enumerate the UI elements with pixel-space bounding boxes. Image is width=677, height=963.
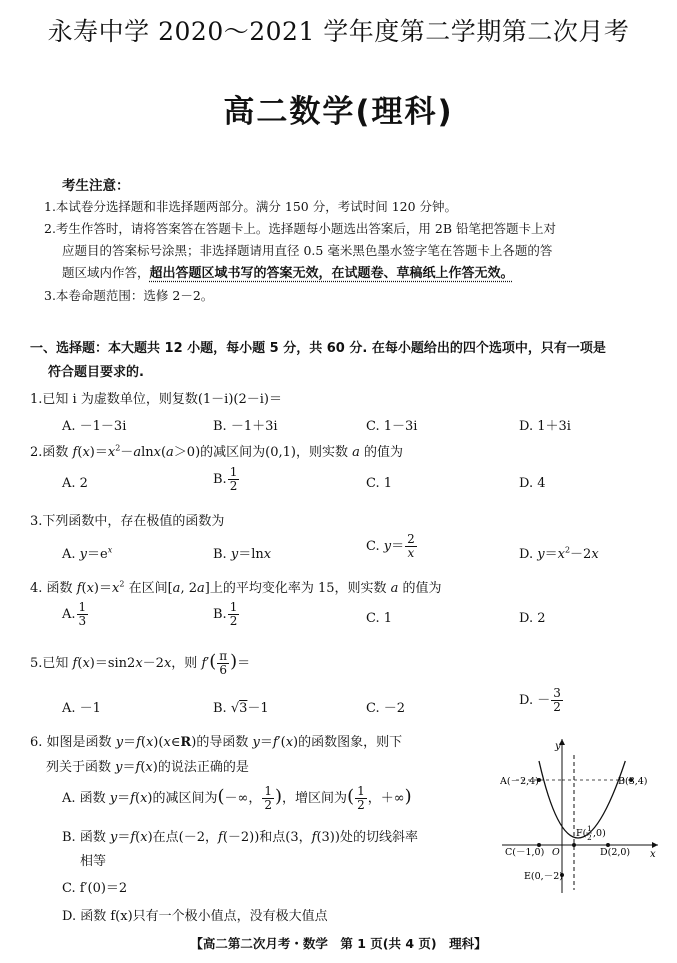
label-f-den: 2 xyxy=(587,833,592,842)
label-a: A(－2,4) xyxy=(500,776,539,787)
notice-heading: 考生注意： xyxy=(62,178,130,194)
notice-item-2a: 2.考生作答时，请将答案答在答题卡上。选择题每小题选出答案后，用 2B 铅笔把答题卡上对 xyxy=(44,221,557,236)
notice-block xyxy=(44,196,644,307)
q1-option-c: C. 1－3i xyxy=(366,419,418,434)
q4-option-c: C. 1 xyxy=(366,611,393,626)
y-axis-label: y xyxy=(555,741,561,752)
label-f: F( xyxy=(576,828,587,839)
q1-option-a: A. －1－3i xyxy=(62,419,127,434)
notice-item-2c-text: 题区域内作答， xyxy=(62,265,150,280)
label-o: O xyxy=(552,847,560,858)
label-f-end: ,0) xyxy=(593,828,606,839)
x-axis-arrow-icon xyxy=(652,842,658,848)
q2-option-c: C. 1 xyxy=(366,476,393,491)
q3-option-b: B. y＝lnx xyxy=(213,547,272,562)
q6-stem-line-1: 6. 如图是函数 y＝f(x)(x∈R)的导函数 y＝f′(x)的函数图象，则下 xyxy=(30,735,403,750)
q4-option-d: D. 2 xyxy=(519,611,546,626)
section-line-2: 符合题目要求的. xyxy=(48,365,144,380)
q6-option-b-line-1: B. 函数 y＝f(x)在点(－2，f(－2))和点(3，f(3))处的切线斜率 xyxy=(62,830,418,845)
q4-stem: 4. 函数 $f(x)=x^2$ 在区间[a, 2a]上的平均变化率为 15，则实数 a 的值为 xyxy=(30,579,442,596)
q2-option-d: D. 4 xyxy=(519,476,546,491)
q6-stem-line-2: 列关于函数 y＝f(x)的说法正确的是 xyxy=(46,760,249,775)
q5-option-d: D. － $\frac{3}{2}$ xyxy=(519,686,561,714)
label-e: E(0,－2) xyxy=(524,871,563,882)
q1-stem: 1.已知 i 为虚数单位，则复数(1－i)(2－i)＝ xyxy=(30,392,282,407)
notice-emphasis: 超出答题区域书写的答案无效，在试题卷、草稿纸上作答无效。 xyxy=(149,266,514,281)
q6-option-d: D. 函数 f(x)只有一个极小值点，没有极大值点 xyxy=(62,909,328,924)
q4-option-a: A. $\frac{1}{3}$ xyxy=(62,600,87,628)
q5-option-c: C. －2 xyxy=(366,701,406,716)
q1-option-d: D. 1＋3i xyxy=(519,419,571,434)
q3-option-c: C. y＝ $\frac{2}{x}$ xyxy=(366,532,415,560)
subject-title: 高二数学(理科) xyxy=(223,94,454,130)
notice-item-1: 1.本试卷分选择题和非选择题两部分。满分 150 分，考试时间 120 分钟。 xyxy=(44,199,458,214)
q6-option-b-line-2: 相等 xyxy=(80,854,107,869)
notice-item-2b: 应题目的答案标号涂黑；非选择题请用直径 0.5 毫米黑色墨水签字笔在答题卡上各题的答 xyxy=(62,243,553,258)
q4-option-b: B. $\frac{1}{2}$ xyxy=(213,600,238,628)
section-heading xyxy=(30,337,655,385)
point-f xyxy=(572,843,576,847)
label-f-num: 1 xyxy=(587,824,592,833)
page-footer: 【高二第二次月考・数学 第 1 页(共 4 页) 理科】 xyxy=(190,936,487,951)
notice-item-3: 3.本卷命题范围：选修 2－2。 xyxy=(44,288,214,303)
notice-item-2c xyxy=(44,262,644,285)
label-b: B(3,4) xyxy=(618,776,648,787)
parabola-curve xyxy=(539,761,625,838)
q5-option-a: A. －1 xyxy=(62,701,101,716)
section-line-1: 一、选择题：本大题共 12 小题，每小题 5 分，共 60 分. 在每小题给出的四个选项中，只有一项是 xyxy=(30,341,606,356)
q2-stem: 2.函数 $f(x)=x^2-alnx(a>0)$的减区间为(0,1)，则实数 a 的值为 xyxy=(30,443,403,460)
school-exam-title: 永寿中学 2020～2021 学年度第二学期第二次月考 xyxy=(47,17,630,46)
q2-option-a: A. 2 xyxy=(62,476,88,491)
q3-option-d: D. $y=x^2-2x$ xyxy=(519,545,599,562)
q3-option-a: A. $y=e^x$ xyxy=(62,545,113,562)
derivative-graph xyxy=(500,735,660,895)
q1-option-b: B. －1＋3i xyxy=(213,419,278,434)
q5-stem: 5.已知 f(x)＝sin2x－2x，则 f′( $\frac{\pi}{6}$ )＝ xyxy=(30,649,251,677)
label-c: C(－1,0) xyxy=(505,847,545,858)
q5-option-b: B. √3－1 xyxy=(213,701,269,716)
q2-option-b: B. $\frac{1}{2}$ xyxy=(213,465,238,493)
q6-option-c: C. f′(0)＝2 xyxy=(62,881,128,896)
x-axis-label: x xyxy=(650,849,656,860)
q6-option-a: A. 函数 y＝f(x)的减区间为(－∞， $\frac{1}{2}$ )，增区间为( $\frac{1}{2}$ ，＋∞) xyxy=(62,784,412,812)
q3-stem: 3.下列函数中，存在极值的函数为 xyxy=(30,514,225,529)
label-d: D(2,0) xyxy=(600,847,631,858)
